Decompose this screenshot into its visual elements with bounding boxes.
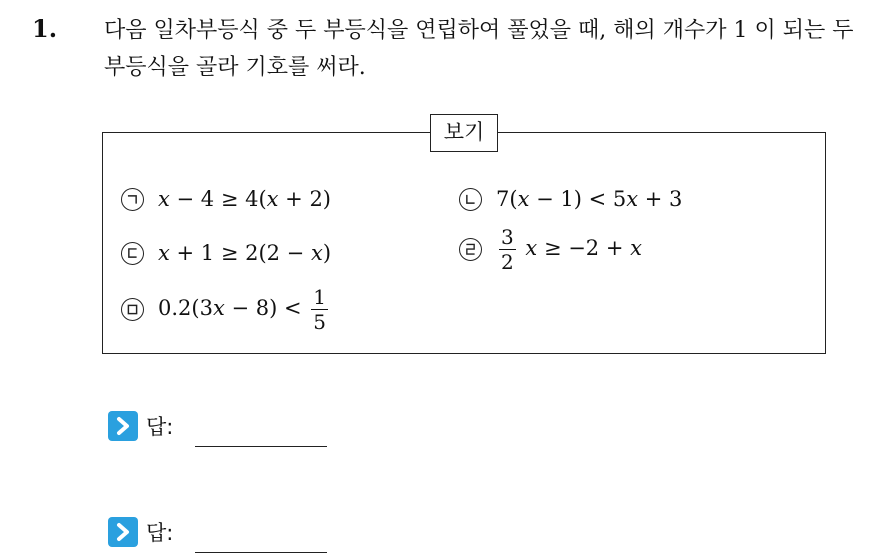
example-item-e <box>121 285 331 334</box>
example-box <box>102 120 826 354</box>
circled-nieun-icon <box>459 188 482 211</box>
example-expression: x − 4 ≥ 4(x + 2) <box>158 187 331 211</box>
example-item-c <box>121 241 331 265</box>
answer-row-1 <box>108 404 327 447</box>
fraction <box>499 225 516 274</box>
expression-rest: x ≥ −2 + x <box>525 236 642 260</box>
example-box-title: 보기 <box>430 114 498 152</box>
example-expression: x + 1 ≥ 2(2 − x) <box>158 241 332 265</box>
answer-row-2 <box>108 510 327 553</box>
fraction-numerator: 1 <box>313 285 326 309</box>
circled-rieul-icon <box>459 238 482 261</box>
expression-lead: 0.2(3x − 8) < <box>158 296 302 320</box>
circled-digeut-icon <box>121 242 144 265</box>
question-number: 1. <box>32 14 58 43</box>
answer-label: 답: <box>146 520 174 545</box>
fraction-denominator: 5 <box>313 310 326 334</box>
arrow-right-icon <box>108 517 138 547</box>
circled-mieum-icon <box>121 298 144 321</box>
arrow-right-icon <box>108 411 138 441</box>
fraction <box>311 285 328 334</box>
example-expression <box>496 225 642 274</box>
question-text: 다음 일차부등식 중 두 부등식을 연립하여 풀었을 때, 해의 개수가 1 이 되는 두 부등식을 골라 기호를 써라. <box>104 18 854 80</box>
fraction-denominator: 2 <box>501 250 514 274</box>
answer-label: 답: <box>146 414 174 439</box>
example-expression <box>158 285 331 334</box>
answer-blank[interactable] <box>195 524 327 553</box>
fraction-numerator: 3 <box>501 225 514 249</box>
circled-giyeok-icon <box>121 188 144 211</box>
example-item-a <box>121 187 331 211</box>
answer-blank[interactable] <box>195 418 327 447</box>
example-item-b <box>459 187 682 211</box>
example-item-d <box>459 225 642 274</box>
example-expression: 7(x − 1) < 5x + 3 <box>496 187 683 211</box>
